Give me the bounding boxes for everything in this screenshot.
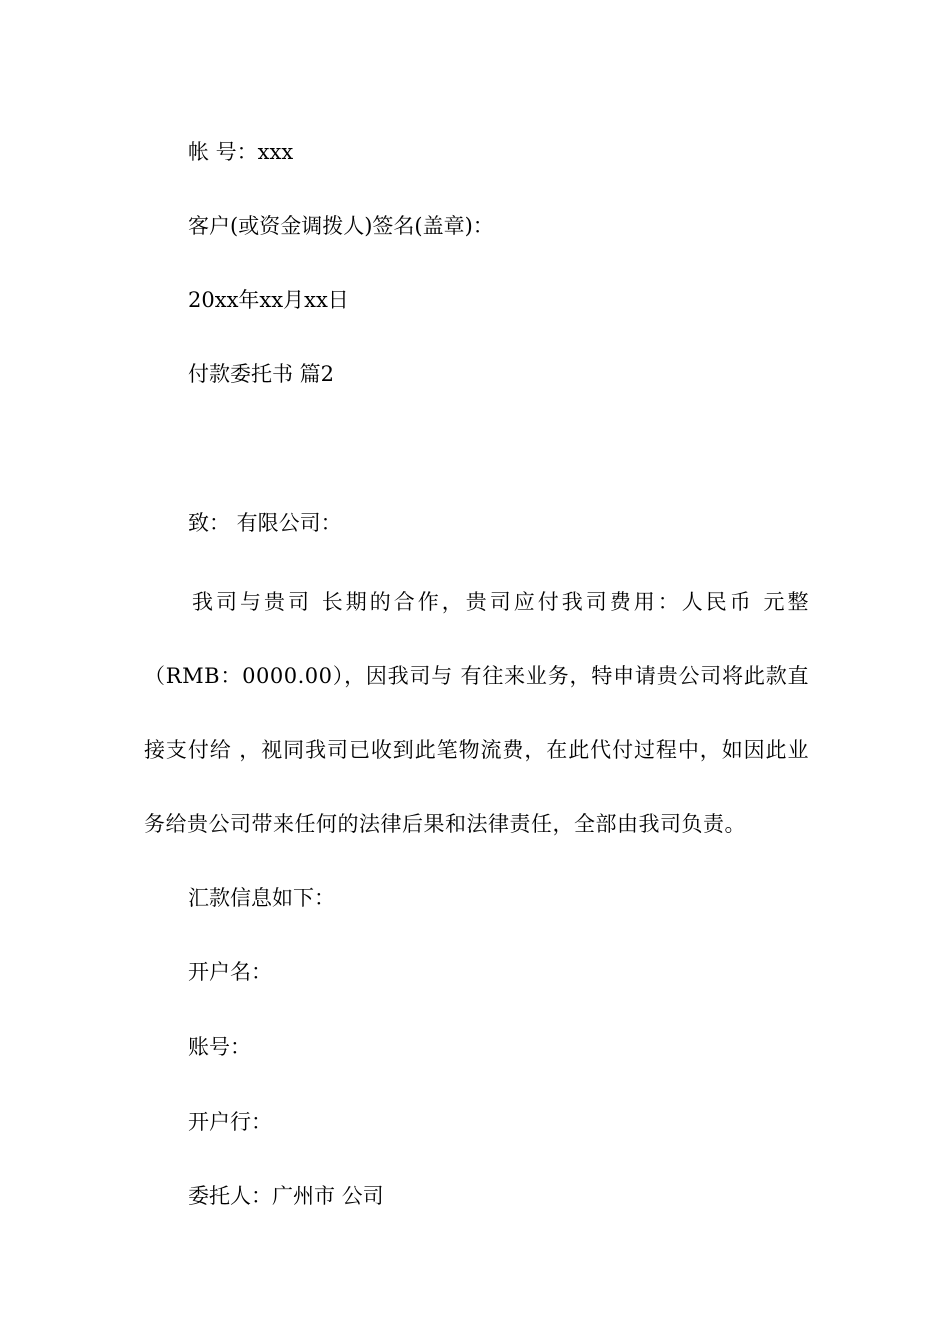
recipient-line: 致： 有限公司：: [188, 511, 342, 535]
account-number-line: 账号：: [188, 1035, 251, 1059]
date-line: 20xx年xx月xx日: [188, 288, 349, 312]
account-name-line: 开户名：: [188, 960, 272, 984]
body-paragraph: 我司与贵司 长期的合作，贵司应付我司费用：人民币 元整（RMB：0000.00），因我司与 有往来业务，特申请贵公司将此款直接支付给 ，视同我司已收到此笔物流费，在此代付过程中，如因此业务给贵公司带来任何的法律后果和法律责任，全部由我司负责。: [144, 590, 809, 836]
signature-line: 客户(或资金调拨人)签名(盖章)：: [188, 214, 494, 238]
remittance-heading: 汇款信息如下：: [188, 886, 335, 910]
section-title: 付款委托书 篇2: [188, 362, 335, 386]
bank-line: 开户行：: [188, 1110, 272, 1134]
account-line: 帐 号：xxx: [188, 140, 294, 164]
principal-line: 委托人：广州市 公司: [188, 1184, 384, 1208]
